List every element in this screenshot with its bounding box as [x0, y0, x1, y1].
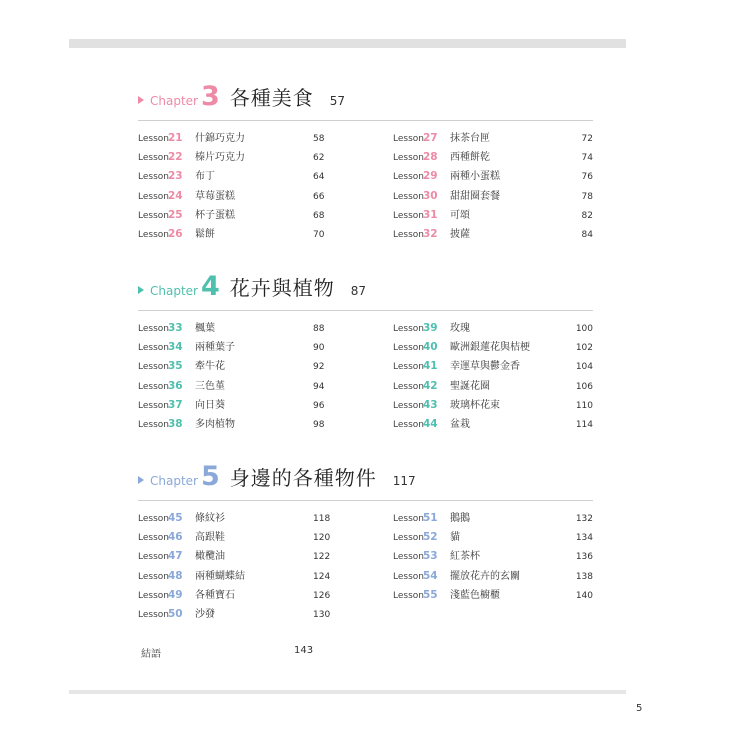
lesson-number: 53 [423, 550, 438, 563]
lesson-row[interactable] [393, 377, 593, 396]
lesson-title: 向日葵 [195, 399, 225, 411]
lesson-column-left [138, 319, 393, 434]
chapter-word: Chapter [150, 284, 198, 298]
lesson-number: 26 [168, 227, 183, 240]
lesson-row[interactable] [138, 509, 393, 528]
lesson-word: Lesson [138, 134, 169, 144]
lesson-number: 48 [168, 569, 183, 582]
lesson-number: 28 [423, 151, 438, 164]
lesson-row[interactable] [393, 319, 593, 338]
lesson-page: 96 [313, 400, 325, 411]
lesson-title: 貓 [450, 532, 460, 544]
lesson-title: 三色堇 [195, 380, 225, 392]
lesson-number: 49 [168, 588, 183, 601]
lesson-title: 楓葉 [195, 323, 215, 334]
lesson-number: 25 [168, 208, 183, 221]
chapter-5-section [138, 462, 593, 624]
lesson-column-right [393, 509, 593, 624]
chapter-header [138, 462, 593, 501]
lesson-title: 草莓蛋糕 [195, 190, 235, 202]
lesson-row[interactable] [393, 148, 593, 167]
lesson-word: Lesson [393, 324, 424, 334]
lesson-word: Lesson [393, 533, 424, 544]
lesson-number: 22 [168, 151, 183, 164]
lesson-row[interactable] [393, 187, 593, 206]
lesson-row[interactable] [138, 206, 393, 225]
lesson-title: 玫瑰 [450, 323, 470, 334]
lesson-title: 什錦巧克力 [195, 133, 245, 144]
lesson-page: 130 [313, 609, 331, 620]
lesson-title: 淺藍色櫥櫃 [450, 589, 500, 601]
lesson-row[interactable] [393, 357, 593, 376]
lesson-page: 138 [575, 571, 593, 582]
lesson-page: 134 [575, 533, 593, 544]
lesson-page: 74 [581, 153, 593, 164]
lesson-page: 106 [575, 381, 593, 392]
lesson-row[interactable] [393, 415, 593, 434]
lesson-title: 幸運草與鬱金香 [450, 361, 520, 373]
lesson-number: 41 [423, 360, 438, 373]
lesson-row[interactable] [393, 509, 593, 528]
lesson-number: 35 [168, 360, 183, 373]
lesson-number: 42 [423, 379, 438, 392]
lesson-number: 31 [423, 208, 438, 221]
bottom-bar [69, 690, 626, 694]
lesson-number: 24 [168, 189, 183, 202]
lesson-number: 54 [423, 569, 438, 582]
lesson-number: 36 [168, 379, 183, 392]
lesson-number: 51 [423, 512, 438, 524]
lesson-page: 58 [313, 134, 325, 144]
lesson-page: 98 [313, 419, 325, 430]
lesson-row[interactable] [138, 319, 393, 338]
lesson-title: 鵝鵝 [450, 513, 470, 524]
triangle-icon [138, 286, 144, 294]
chapter-page: 57 [329, 94, 346, 108]
lesson-word: Lesson [138, 153, 169, 164]
lesson-number: 46 [168, 531, 183, 544]
lesson-row[interactable] [393, 129, 593, 148]
lesson-page: 104 [575, 362, 593, 373]
lesson-page: 136 [575, 552, 593, 563]
lesson-number: 43 [423, 398, 438, 411]
lesson-page: 68 [313, 210, 325, 221]
lesson-title: 條紋衫 [195, 513, 225, 524]
lesson-title: 兩種葉子 [195, 342, 235, 354]
lesson-number: 30 [423, 189, 438, 202]
lesson-word: Lesson [393, 172, 424, 183]
lesson-word: Lesson [138, 552, 169, 563]
lesson-page: 66 [313, 191, 325, 202]
lesson-page: 102 [575, 343, 593, 354]
chapter-number: 4 [200, 271, 220, 302]
lesson-title: 兩種小蛋糕 [450, 171, 500, 183]
chapter-header [138, 82, 593, 121]
lesson-row[interactable] [138, 528, 393, 547]
lesson-title: 牽牛花 [195, 361, 225, 373]
lesson-row[interactable] [138, 377, 393, 396]
lesson-row[interactable] [138, 338, 393, 357]
lesson-word: Lesson [393, 134, 424, 144]
lesson-page: 110 [575, 400, 593, 411]
lesson-number: 23 [168, 170, 183, 183]
lesson-page: 140 [575, 590, 593, 601]
lesson-page: 64 [313, 172, 325, 183]
lesson-title: 歐洲銀蓮花與桔梗 [450, 342, 530, 354]
lesson-row[interactable] [393, 225, 593, 244]
lesson-title: 高跟鞋 [195, 532, 225, 544]
chapter-word: Chapter [150, 94, 198, 108]
lesson-number: 34 [168, 341, 183, 354]
lesson-number: 44 [423, 417, 438, 430]
lesson-title: 多肉植物 [195, 418, 235, 430]
lesson-word: Lesson [138, 514, 169, 524]
lesson-row[interactable] [138, 357, 393, 376]
lesson-page: 100 [575, 324, 593, 334]
lesson-word: Lesson [393, 153, 424, 164]
lesson-word: Lesson [393, 400, 424, 411]
lesson-number: 21 [168, 132, 183, 144]
lesson-row[interactable] [138, 547, 393, 566]
lesson-row[interactable] [138, 605, 393, 624]
lesson-row[interactable] [138, 167, 393, 186]
lesson-title: 紅茶杯 [450, 551, 480, 563]
lesson-number: 29 [423, 170, 438, 183]
lesson-row[interactable] [138, 415, 393, 434]
lesson-row[interactable] [393, 167, 593, 186]
lesson-word: Lesson [393, 362, 424, 373]
lesson-word: Lesson [138, 571, 169, 582]
lesson-word: Lesson [138, 400, 169, 411]
lesson-word: Lesson [393, 514, 424, 524]
lesson-page: 132 [575, 514, 593, 524]
lesson-page: 72 [581, 134, 593, 144]
lesson-page: 114 [575, 419, 593, 430]
lesson-word: Lesson [138, 419, 169, 430]
lesson-word: Lesson [393, 571, 424, 582]
lesson-word: Lesson [138, 590, 169, 601]
lesson-word: Lesson [138, 324, 169, 334]
lesson-title: 西種餅乾 [450, 152, 490, 164]
lesson-title: 鬆餅 [195, 228, 215, 240]
lesson-word: Lesson [138, 191, 169, 202]
lesson-number: 55 [423, 588, 438, 601]
lesson-title: 布丁 [195, 171, 215, 183]
chapter-number: 5 [200, 461, 220, 492]
top-bar [69, 39, 626, 48]
lesson-title: 榛片巧克力 [195, 152, 245, 164]
lesson-column-left [138, 509, 393, 624]
lesson-page: 122 [313, 552, 331, 563]
lesson-title: 沙發 [195, 608, 215, 620]
lesson-page: 118 [313, 514, 331, 524]
chapter-page: 117 [392, 474, 416, 488]
lesson-title: 可頌 [450, 209, 470, 221]
lesson-title: 兩種蝴蝶結 [195, 570, 245, 582]
lesson-page: 62 [313, 153, 325, 164]
lesson-word: Lesson [138, 362, 169, 373]
epilogue-page: 143 [294, 645, 314, 656]
triangle-icon [138, 476, 144, 484]
lesson-number: 32 [423, 227, 438, 240]
lesson-number: 52 [423, 531, 438, 544]
chapter-page: 87 [350, 284, 367, 298]
lesson-row[interactable] [138, 586, 393, 605]
lesson-word: Lesson [393, 419, 424, 430]
lesson-page: 120 [313, 533, 331, 544]
lesson-row[interactable] [393, 528, 593, 547]
chapter-4-section [138, 272, 593, 434]
chapter-3-section [138, 82, 593, 244]
lesson-page: 70 [313, 229, 325, 240]
lesson-word: Lesson [138, 343, 169, 354]
lesson-title: 擺放花卉的玄關 [450, 570, 520, 582]
chapter-word: Chapter [150, 474, 198, 488]
lesson-row[interactable] [138, 396, 393, 415]
lesson-word: Lesson [393, 191, 424, 202]
lesson-number: 39 [423, 322, 438, 334]
lesson-title: 盆栽 [450, 418, 470, 430]
lesson-title: 抹茶台匣 [450, 133, 490, 144]
lesson-title: 甜甜圈套餐 [450, 190, 500, 202]
lesson-row[interactable] [138, 129, 393, 148]
lesson-word: Lesson [393, 229, 424, 240]
lesson-word: Lesson [138, 609, 169, 620]
lesson-word: Lesson [393, 381, 424, 392]
triangle-icon [138, 96, 144, 104]
lesson-row[interactable] [138, 187, 393, 206]
chapter-title[interactable]: 各種美食 [229, 86, 314, 110]
lesson-page: 92 [313, 362, 325, 373]
lesson-row[interactable] [393, 338, 593, 357]
chapter-number: 3 [200, 81, 220, 112]
page-number: 5 [636, 703, 643, 714]
lesson-row[interactable] [393, 567, 593, 586]
lesson-word: Lesson [138, 172, 169, 183]
lesson-word: Lesson [393, 343, 424, 354]
lesson-title: 各種寶石 [195, 589, 235, 601]
lesson-number: 33 [168, 322, 183, 334]
lesson-word: Lesson [138, 210, 169, 221]
lesson-column-right [393, 319, 593, 434]
lesson-number: 45 [168, 512, 183, 524]
epilogue-title: 結語 [141, 649, 161, 660]
lesson-number: 47 [168, 550, 183, 563]
lesson-row[interactable] [393, 547, 593, 566]
lesson-page: 88 [313, 324, 325, 334]
lesson-row[interactable] [393, 586, 593, 605]
chapter-title[interactable]: 身邊的各種物件 [229, 466, 377, 490]
lesson-word: Lesson [138, 229, 169, 240]
lesson-column-left [138, 129, 393, 244]
lesson-number: 40 [423, 341, 438, 354]
lesson-row[interactable] [138, 148, 393, 167]
lesson-page: 84 [581, 229, 593, 240]
lesson-title: 杯子蛋糕 [195, 209, 235, 221]
lesson-title: 披薩 [450, 228, 470, 240]
lesson-number: 27 [423, 132, 438, 144]
lesson-row[interactable] [138, 567, 393, 586]
lesson-word: Lesson [393, 552, 424, 563]
chapter-title[interactable]: 花卉與植物 [229, 276, 335, 300]
lesson-page: 82 [581, 210, 593, 221]
lesson-word: Lesson [138, 533, 169, 544]
lesson-word: Lesson [393, 210, 424, 221]
lesson-word: Lesson [393, 590, 424, 601]
lesson-page: 94 [313, 381, 325, 392]
lesson-page: 90 [313, 343, 325, 354]
lesson-title: 玻璃杯花束 [450, 399, 500, 411]
lesson-title: 聖誕花圈 [450, 380, 490, 392]
epilogue-row[interactable] [141, 645, 341, 660]
lesson-column-right [393, 129, 593, 244]
lesson-number: 38 [168, 417, 183, 430]
lesson-number: 37 [168, 398, 183, 411]
lesson-page: 78 [581, 191, 593, 202]
lesson-page: 76 [581, 172, 593, 183]
lesson-row[interactable] [393, 206, 593, 225]
lesson-page: 124 [313, 571, 331, 582]
lesson-title: 橄欖油 [195, 551, 225, 563]
lesson-word: Lesson [138, 381, 169, 392]
chapter-header [138, 272, 593, 311]
lesson-row[interactable] [393, 396, 593, 415]
lesson-page: 126 [313, 590, 331, 601]
lesson-row[interactable] [138, 225, 393, 244]
lesson-number: 50 [168, 607, 183, 620]
